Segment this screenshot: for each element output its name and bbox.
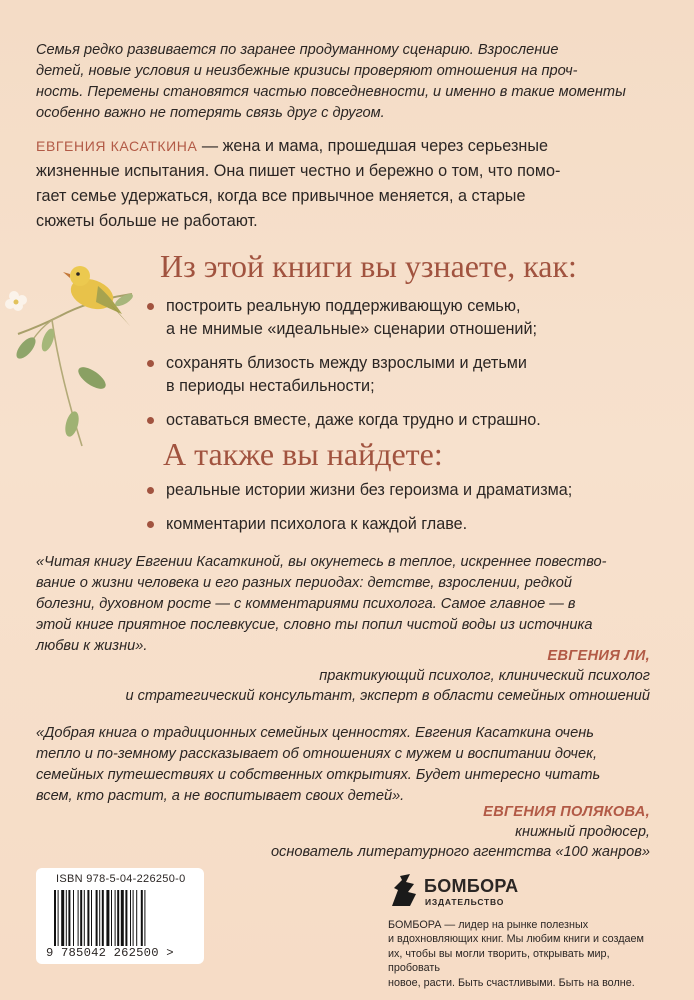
intro-paragraph (36, 40, 658, 124)
quote-line: «Добрая книга о традиционных семейных ценностях. Евгения Касаткина очень (36, 725, 594, 741)
attribution-line: практикующий психолог, клинический психолог (319, 668, 650, 684)
list-item-line: оставаться вместе, даже когда трудно и страшно. (166, 411, 541, 429)
list-item-line: комментарии психолога к каждой главе. (166, 515, 468, 533)
publisher-desc-line: их, чтобы вы могли творить, открывать мир, пробовать (388, 947, 610, 975)
intro-line: Семья редко развивается по заранее продуманному сценарию. Взросление (36, 42, 559, 58)
author-paragraph (36, 134, 636, 234)
intro-line: детей, новые условия и неизбежные кризисы проверяют отношения на проч- (36, 63, 578, 79)
quote-line: вание о жизни человека и его разных периодах: детстве, взрослении, редкой (36, 575, 573, 591)
author-name: ЕВГЕНИЯ КАСАТКИНА (36, 138, 198, 154)
quote-line: всем, кто растит, а не воспитывает своих детей». (36, 788, 405, 804)
heading-find: А также вы найдете: (163, 436, 443, 472)
barcode-box (36, 868, 204, 964)
list-item-line: построить реальную поддерживающую семью, (166, 297, 521, 315)
quote-line: семейных путешествиях и собственных открытиях. Будет интересно читать (36, 767, 601, 783)
attribution-line: книжный продюсер, (515, 824, 650, 840)
publisher-description (388, 918, 658, 990)
publisher-desc-line: и вдохновляющих книг. Мы любим книги и создаем (388, 933, 644, 946)
publisher-name: БОМБОРА (424, 876, 519, 896)
attribution-line: и стратегический консультант, эксперт в области семейных отношений (125, 688, 650, 704)
heading-learn: Из этой книги вы узнаете, как: (160, 248, 577, 284)
attribution-name: ЕВГЕНИЯ ЛИ, (547, 648, 650, 664)
isbn-label: ISBN 978-5-04-226250-0 (56, 873, 186, 885)
quote-line: тепло и по-земному рассказывает об отношениях с мужем и воспитании дочек, (36, 746, 598, 762)
quote-line: любви к жизни». (36, 638, 148, 654)
attribution-name: ЕВГЕНИЯ ПОЛЯКОВА, (483, 804, 650, 820)
list-item-line: а не мнимые «идеальные» сценарии отношений; (166, 320, 537, 338)
publisher-desc-line: БОМБОРА — лидер на рынке полезных (388, 919, 589, 931)
intro-line: особенно важно не потерять связь друг с другом. (36, 105, 385, 121)
quote-1-attribution (125, 646, 650, 706)
author-line: — жена и мама, прошедшая через серьезные (197, 137, 548, 155)
bombora-logo-icon (388, 872, 420, 908)
author-line: гает семье удержаться, когда все привычное меняется, а старые (36, 187, 526, 205)
quote-line: этой книге приятное послевкусие, словно ты попил чистой воды из источника (36, 617, 593, 633)
quote-1 (36, 552, 658, 657)
attribution-line: основатель литературного агентства «100 жанров» (270, 844, 650, 860)
find-list (147, 479, 572, 547)
list-item-line: реальные истории жизни без героизма и драматизма; (166, 481, 573, 499)
learn-list (147, 295, 541, 443)
list-item (147, 352, 541, 398)
barcode-icon (54, 890, 186, 946)
publisher-desc-line: новое, расти. Быть счастливыми. Быть на волне. (388, 976, 635, 989)
quote-2-attribution (271, 802, 650, 862)
barcode-digits: 9 785042 262500 > (46, 946, 174, 960)
yellow-bird-on-branch-icon (0, 256, 140, 456)
intro-line: ность. Перемены становятся частью повседневности, и именно в такие моменты (36, 84, 626, 100)
author-line: жизненные испытания. Она пишет честно и бережно о том, что помо- (36, 162, 561, 180)
list-item-line: сохранять близость между взрослыми и детьми (166, 354, 527, 372)
quote-line: болезни, духовном росте — с комментариями психолога. Самое главное — в (36, 596, 576, 612)
quote-line: «Читая книгу Евгении Касаткиной, вы окунетесь в теплое, искреннее повество- (36, 554, 607, 570)
publisher-logo (388, 870, 658, 912)
list-item (147, 295, 541, 341)
publisher-sub: ИЗДАТЕЛЬСТВО (425, 897, 505, 907)
list-item (147, 513, 572, 536)
list-item-line: в периоды нестабильности; (166, 377, 375, 395)
quote-2 (36, 723, 658, 807)
author-line: сюжеты больше не работают. (36, 212, 258, 230)
list-item (147, 479, 572, 502)
list-item (147, 409, 541, 432)
publisher-block (388, 870, 658, 990)
